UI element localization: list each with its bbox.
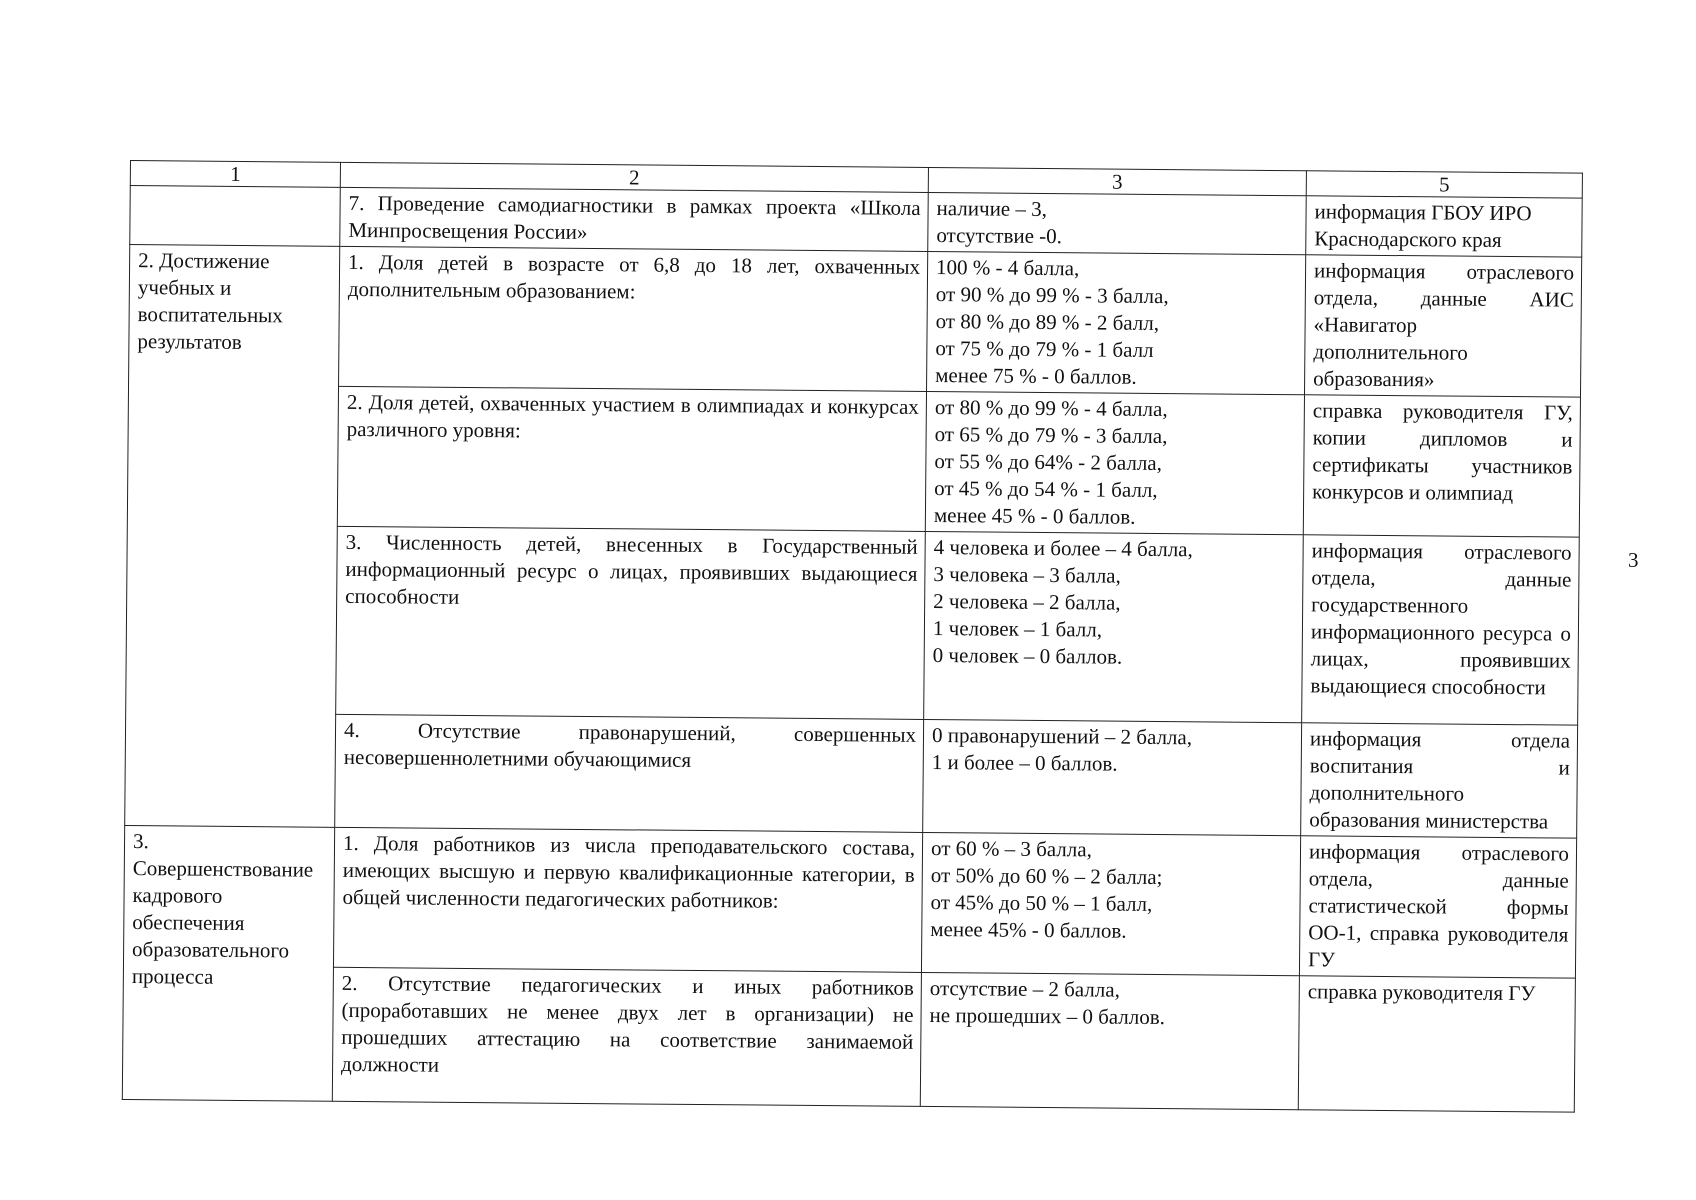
header-cell-4: 5	[1306, 171, 1582, 198]
source-cell: справка руководителя ГУ	[1298, 976, 1575, 1112]
table-row	[127, 384, 1580, 537]
section-title-cell: 2. Достижение учебных и воспитательных результатов	[125, 245, 340, 828]
scoring-line: 1 и более – 0 баллов.	[931, 750, 1118, 776]
indicator-cell: 2. Доля детей, охваченных участием в олимпиадах и конкурсах различного уровня:	[337, 386, 926, 531]
criteria-table	[122, 160, 1583, 1113]
table-row	[126, 524, 1580, 725]
indicator-cell: 1. Доля детей в возрасте от 6,8 до 18 лет, охваченных дополнительным образованием:	[339, 246, 928, 391]
scoring-line: 0 человек – 0 баллов.	[932, 643, 1123, 669]
scoring-cell	[927, 251, 1306, 394]
scoring-line: не прошедших – 0 баллов.	[929, 1003, 1166, 1030]
page-number: 3	[1628, 548, 1639, 572]
table-row	[123, 825, 1576, 978]
scoring-line: от 50% до 60 % – 2 балла;	[930, 863, 1163, 890]
table-row	[122, 965, 1575, 1112]
indicator-cell: 1. Доля работников из числа преподавательского состава, имеющих высшую и первую квалификационные категории, в общей численности педагогических работников:	[333, 827, 922, 972]
indicator-cell: 2. Отсутствие педагогических и иных работников (проработавших не менее двух лет в организации) не прошедших аттестацию на соответствие занимаемой должности	[332, 967, 921, 1106]
scoring-line: отсутствие – 2 балла,	[929, 976, 1120, 1002]
scoring-cell	[923, 719, 1302, 835]
scoring-line: от 45% до 50 % – 1 балл,	[930, 890, 1153, 916]
scoring-line: менее 75 % - 0 баллов.	[935, 363, 1137, 389]
scoring-line: от 60 % – 3 балла,	[930, 836, 1093, 862]
scoring-line: от 45 % до 54 % - 1 балл,	[934, 476, 1158, 502]
scoring-cell	[924, 531, 1304, 722]
source-cell: информация ГБОУ ИРО Краснодарского края	[1306, 196, 1583, 257]
section-cell-empty	[130, 186, 341, 247]
scoring-line: 100 % - 4 балла,	[935, 255, 1080, 281]
scoring-line: 4 человека и более – 4 балла,	[933, 535, 1193, 562]
source-cell: справка руководителя ГУ, копии дипломов и сертификаты участников конкурсов и олимпиад	[1303, 395, 1580, 537]
scoring-line: 3 человека – 3 балла,	[933, 562, 1121, 588]
header-cell-3: 3	[928, 167, 1306, 195]
source-cell: информация отраслевого отдела, данные государственного информационного ресурса о лицах, проявивших выдающиеся способности	[1302, 535, 1580, 725]
scoring-cell	[921, 832, 1300, 975]
scoring-line: менее 45% - 0 баллов.	[930, 917, 1127, 943]
header-cell-2: 2	[340, 162, 928, 192]
scoring-cell	[925, 391, 1304, 534]
scoring-line: от 55 % до 64% - 2 балла,	[934, 449, 1163, 476]
indicator-cell: 7. Проведение самодиагностики в рамках проекта «Школа Минпросвещения России»	[340, 187, 928, 251]
section-title-cell: 3. Совершенствование кадрового обеспечения образовательного процесса	[122, 825, 334, 1101]
indicator-cell: 4. Отсутствие правонарушений, совершенных несовершеннолетними обучающимися	[335, 714, 924, 832]
scoring-line: 2 человека – 2 балла,	[933, 589, 1121, 615]
source-cell: информация отраслевого отдела, данные статистической формы ОО-1, справка руководителя ГУ	[1299, 836, 1576, 978]
scoring-line: наличие – 3,	[936, 196, 1048, 222]
scoring-cell	[920, 972, 1299, 1109]
scoring-line: от 90 % до 99 % - 3 балла,	[935, 282, 1169, 309]
table-row	[125, 712, 1578, 838]
table-row	[129, 245, 1582, 398]
scoring-line: 1 человек – 1 балл,	[932, 616, 1103, 642]
scoring-line: отсутствие -0.	[936, 223, 1063, 249]
scoring-line: от 65 % до 79 % - 3 балла,	[934, 422, 1168, 449]
source-cell: информация отраслевого отдела, данные АИС «Навигатор дополнительного образования»	[1304, 255, 1581, 397]
scoring-cell	[928, 192, 1307, 254]
source-cell: информация отдела воспитания и дополнительного образования министерства	[1301, 723, 1578, 838]
indicator-cell: 3. Численность детей, внесенных в Государственный информационный ресурс о лицах, проявивших выдающиеся способности	[336, 526, 926, 719]
scoring-line: от 80 % до 99 % - 4 балла,	[934, 395, 1168, 422]
scoring-line: от 80 % до 89 % - 2 балл,	[935, 309, 1160, 335]
scoring-line: менее 45 % - 0 баллов.	[933, 503, 1136, 529]
scoring-line: от 75 % до 79 % - 1 балл	[935, 336, 1154, 362]
header-cell-1: 1	[130, 161, 340, 188]
scoring-line: 0 правонарушений – 2 балла,	[931, 723, 1193, 750]
